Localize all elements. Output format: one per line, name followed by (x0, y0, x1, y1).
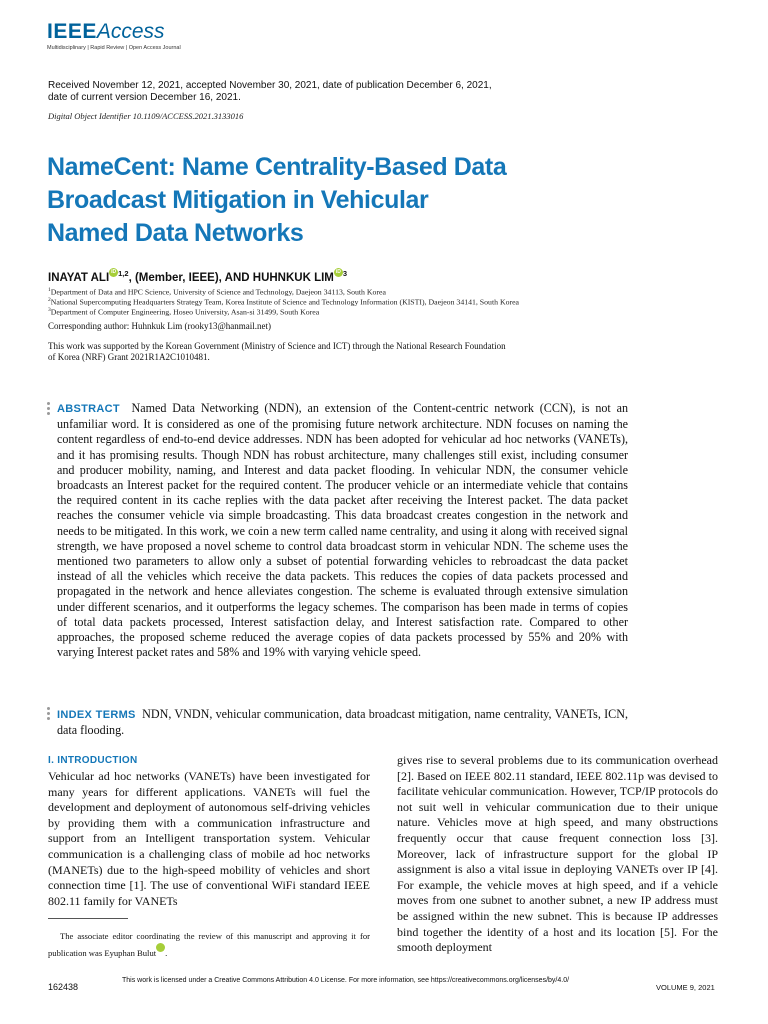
abstract-text: Named Data Networking (NDN), an extension of the Content-centric network (CCN), is not an unfamiliar word. It is considered as one of the promising future network architecture. NDN focuses on naming the content regardless of end-to-end device addresses. NDN has been adopted for vehicular ad hoc networks (VANETs), and it has promising results. Though NDN has robust architecture, many challenges still exist, including consumer and producer mobility, naming, and Interest and data packet flooding. In vehicular NDN, the consumer vehicle broadcasts an Interest packet for the required content. The producer vehicle or an intermediate vehicle that contains the required content in its cache replies with the data packet after receiving the Interest packet. The data packet reaches the consumer vehicle via simple broadcasting. This data broadcast creates congestion in the network and needs to be mitigated. In this work, we coin a new term called name centrality, and using it along with received signal strength, we have proposed a novel scheme to control data broadcast storm in vehicular NDN. The scheme uses the mentioned two parameters to allow only a subset of potential forwarding vehicles to rebroadcast the data packet instead of all the vehicles which receive the data packets. This reduces the copies of data packets processed and propagated in the network and hence alleviates congestion. The scheme is evaluated through extensive simulation under different scenarios, and it outperforms the legacy schemes. The comparison has been made in terms of copies of total data packets processed, Interest satisfaction delay, and Interest satisfaction rate. Compared to other approaches, the proposed scheme reduced the average copies of data packets processed by 55% and 20% with varying Interest packet rates and 58% and 19% with varying vehicle speed. (57, 401, 628, 660)
footnote: The associate editor coordinating the review of this manuscript and approving it for publication was Eyuphan BulutiD . (48, 930, 370, 960)
author-line: INAYAT ALIiD $^{1,2}$, (Member, IEEE), AND HUHNKUK LIMiD $^3$ (48, 268, 347, 284)
journal-logo (47, 20, 181, 51)
index-terms-label: INDEX TERMS (57, 709, 136, 721)
index-terms (57, 707, 628, 738)
affiliation: $^3$Department of Computer Engineering, Hoseo University, Asan-si 31499, South Korea (48, 307, 320, 317)
abstract (57, 401, 628, 660)
page-number: 162438 (48, 982, 79, 992)
footnote-rule (48, 918, 128, 919)
index-terms-marker (47, 707, 50, 722)
orcid-icon[interactable] (334, 268, 343, 277)
orcid-icon[interactable] (156, 943, 165, 952)
volume-label: VOLUME 9, 2021 (656, 983, 715, 992)
logo-access: Access (96, 20, 165, 43)
section-heading: I. INTRODUCTION (48, 755, 138, 766)
funding-statement: This work was supported by the Korean Government (Ministry of Science and ICT) through the National Research Foundation of Korea (NRF) Grant 2021R1A2C1010481. (48, 341, 506, 362)
logo-ieee: IEEE (47, 20, 97, 43)
index-terms-text: NDN, VNDN, vehicular communication, data broadcast mitigation, name centrality, VANETs, ICN, data flooding. (57, 707, 628, 738)
logo-tagline: Multidisciplinary | Rapid Review | Open Access Journal (47, 45, 181, 51)
orcid-icon[interactable] (109, 268, 118, 277)
corresponding-author: Corresponding author: Huhnkuk Lim (rooky13@hanmail.net) (48, 321, 272, 331)
paper-title: NameCent: Name Centrality-Based Data Broadcast Mitigation in Vehicular Named Data Networks (47, 153, 507, 247)
doi: Digital Object Identifier 10.1109/ACCESS.2021.3133016 (48, 111, 244, 121)
affiliation: $^1$Department of Data and HPC Science, University of Science and Technology, Daejeon 34113, South Korea (48, 287, 386, 297)
abstract-marker (47, 402, 50, 417)
abstract-label: ABSTRACT (57, 403, 120, 415)
affiliation: $^2$National Supercomputing Headquarters Strategy Team, Korea Institute of Science and Technology Information (KISTI), Daejeon 34141, South Korea (48, 297, 520, 307)
received-dates: Received November 12, 2021, accepted November 30, 2021, date of publication December 6, 2021, date of current version December 16, 2021. (48, 80, 492, 103)
license-notice: This work is licensed under a Creative Commons Attribution 4.0 License. For more information, see https://creativecommons.org/licenses/by/4.0/ (122, 977, 570, 984)
body-column-left: Vehicular ad hoc networks (VANETs) have been investigated for many years for different applications. VANETs will fuel the development and deployment of autonomous self-driving vehicles by providing them with a communication infrastructure and support from an Intelligent transportation system. Vehicular communication is a challenging class of mobile ad hoc networks (MANETs) due to the high-speed mobility of vehicles and short connection time [1]. The use of conventional WiFi standard IEEE 802.11 family for VANETs (48, 769, 370, 908)
body-column-right: gives rise to several problems due to its communication overhead [2]. Based on IEEE 802.11 standard, IEEE 802.11p was devised to facilitate vehicular communication. However, TCP/IP protocols do not suit well in vehicular communication due to their unique nature. Vehicles move at high speed, and many obstructions frequently occur that cause frequent connection loss [3]. Moreover, lack of infrastructure support for the global IP assignment is also a vital issue in deploying VANETs over IP [4]. For example, the vehicle moves at high speed, and if a vehicle moves from one subnet to another subnet, a new IP address must be assigned within the new subnet. This is because IP addresses bind together the identity of a host and its location [5]. For the smooth deployment (397, 753, 718, 955)
